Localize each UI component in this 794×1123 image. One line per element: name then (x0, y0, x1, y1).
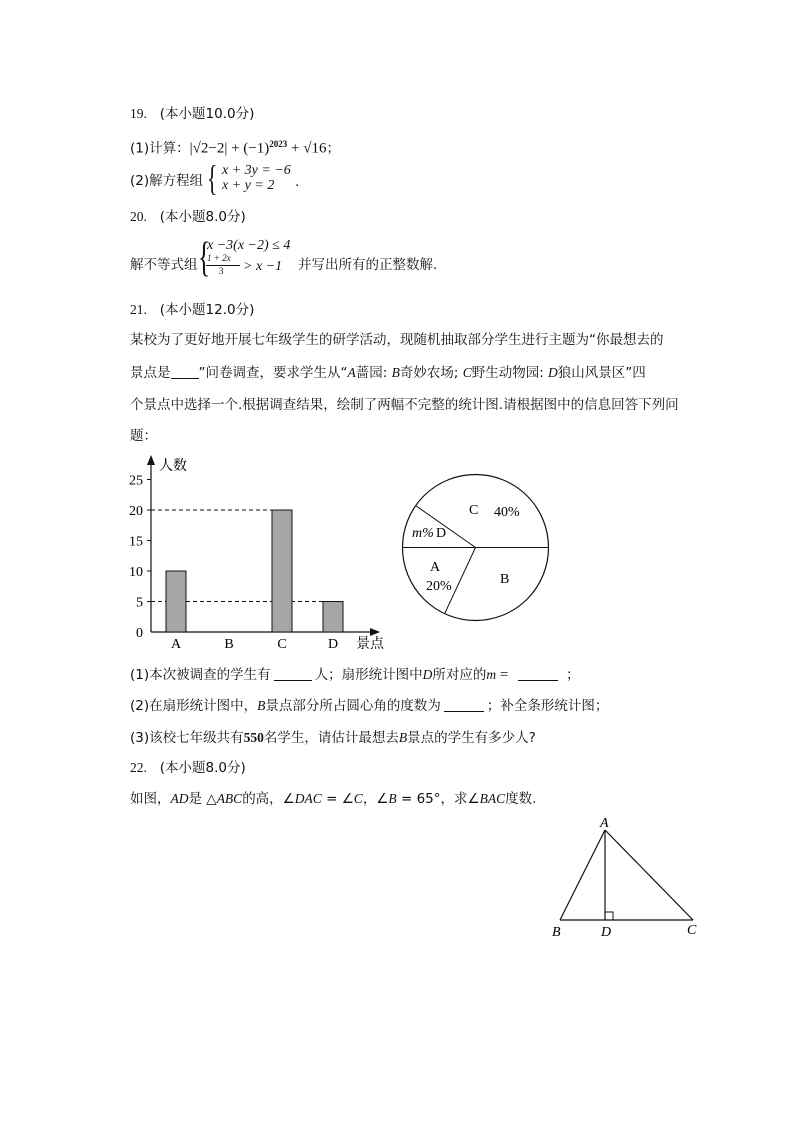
q19-part2-label: (2)解方程组 (130, 173, 204, 189)
answer-blank (518, 666, 558, 681)
q21-header (130, 300, 254, 320)
y-tick-label: 0 (136, 626, 143, 641)
q20-number: 20. (130, 209, 147, 224)
pie-chart (398, 470, 553, 625)
q21-sub1-b: 人；扇形统计图中 (314, 667, 423, 683)
bar-C (272, 510, 292, 632)
x-tick-label: C (277, 637, 287, 652)
label-D: D (601, 925, 612, 940)
x-tick-label: D (327, 637, 339, 652)
q21-stem-line-1: 某校为了更好地开展七年级学生的研学活动，现随机抽取部分学生进行主题为“你最想去的 (130, 332, 664, 348)
inequality-2-denominator: 3 (219, 266, 224, 276)
segment-AC (605, 830, 693, 920)
sqrt16: √16 (303, 140, 327, 157)
q22-number: 22. (130, 760, 147, 775)
q21-sub2-d: ；补全条形统计图； (486, 698, 609, 714)
slice-value-C: 40% (494, 505, 520, 520)
q22-stem (130, 789, 536, 809)
plus-sign: + (287, 140, 304, 157)
q21-sub2-c: 景点部分所占圆心角的度数为 (265, 698, 441, 714)
slice-label-D: D (436, 526, 447, 541)
bar-D (323, 602, 343, 633)
q22-stem-e: 的高，∠ (242, 791, 295, 807)
q22-stem-g: = ∠ (321, 791, 354, 807)
q20-header (130, 207, 246, 227)
q21-sub1-d: 所对应的 (432, 667, 487, 683)
q21-stem-2d: 蔷园: (355, 365, 392, 381)
q21-sub3 (130, 728, 536, 748)
inequality-1: x −3(x −2) ≤ 4 (207, 238, 291, 253)
q21-stem-2a: 景点是 (130, 365, 171, 381)
bar-A (166, 571, 186, 632)
exponent-2023: 2023 (269, 139, 288, 149)
q21-stem-2e: B (391, 365, 400, 380)
triangle-figure (545, 810, 705, 945)
y-tick-label: 10 (129, 565, 143, 580)
q19-part1-end: ； (326, 140, 340, 157)
slice-label-C: C (469, 503, 479, 518)
segment-AB (560, 830, 605, 920)
q21-sub1-e: m (486, 667, 497, 682)
q22-header (130, 758, 246, 778)
q21-sub1-c: D (422, 667, 433, 682)
right-angle-mark (605, 912, 613, 920)
equation-2: x + y = 2 (222, 178, 275, 193)
q22-stem-d: ABC (216, 791, 243, 806)
y-tick-label: 15 (129, 534, 143, 550)
bar-chart (118, 452, 398, 657)
q21-stem-2g: C (462, 365, 472, 380)
x-axis-label: 景点 (356, 637, 384, 652)
abs-bar: | (189, 140, 193, 157)
q21-sub3-d: B (398, 730, 408, 745)
q21-stem-2f: 奇妙农场; (399, 365, 463, 381)
answer-blank (274, 666, 312, 681)
slice-label-B: B (500, 572, 510, 587)
minus-two: −2| (208, 140, 228, 157)
q21-points: (本小题12.0分) (159, 302, 255, 318)
label-C: C (687, 923, 697, 938)
q21-stem-2c: A (347, 365, 356, 380)
q21-stem-2j: 狼山风景区”四 (557, 365, 646, 381)
label-A: A (600, 816, 609, 831)
y-axis-arrow (147, 455, 155, 465)
q21-stem-line-3: 个景点中选择一个.根据调查结果，绘制了两幅不完整的统计图.请根据图中的信息回答下列问 (130, 397, 679, 413)
q21-sub3-b: 550 (243, 730, 264, 745)
q19-part2-end: . (295, 174, 300, 190)
brace-icon: { (207, 158, 218, 198)
y-tick-label: 5 (136, 595, 143, 611)
slice-label-A: A (430, 560, 441, 575)
neg-one-power: + (−1) (227, 140, 270, 157)
slice-value-D: m% (412, 526, 434, 541)
q21-sub3-a: (3)该校七年级共有 (130, 730, 244, 746)
equation-1: x + 3y = −6 (222, 163, 291, 178)
q22-points: (本小题8.0分) (159, 760, 246, 776)
q21-sub3-c: 名学生，请估计最想去 (263, 730, 399, 746)
q21-stem-2h: 野生动物园: (471, 365, 549, 381)
x-tick-label: A (170, 637, 182, 652)
q21-sub1-g: ； (566, 667, 580, 683)
y-tick-label: 20 (129, 504, 143, 519)
y-tick-label: 25 (129, 473, 143, 489)
answer-blank (444, 697, 484, 712)
q21-stem-2i: D (548, 365, 558, 380)
q20-suffix: 并写出所有的正整数解. (298, 257, 438, 273)
q19-points: (本小题10.0分) (159, 106, 255, 122)
q21-number: 21. (130, 302, 147, 317)
brace-icon: { (198, 235, 211, 281)
q21-stem-line-4: 题： (130, 428, 157, 444)
q21-sub2-b: B (257, 698, 266, 713)
q22-stem-k: = 65°，求∠ (396, 791, 480, 807)
sqrt2: √2 (192, 140, 209, 157)
q22-stem-f: DAC (294, 791, 322, 806)
inequality-2-numerator: 1 + 2x (207, 253, 231, 263)
q19-number: 19. (130, 106, 147, 121)
q22-stem-c: 是 △ (188, 791, 217, 807)
q19-part1-label: (1)计算： (130, 140, 190, 157)
q22-stem-m: 度数. (505, 791, 537, 807)
q20-prefix: 解不等式组 (130, 257, 198, 273)
q22-stem-l: BAC (479, 791, 506, 806)
q22-stem-b: AD (170, 791, 189, 806)
q22-stem-h: C (353, 791, 363, 806)
q21-sub2 (130, 696, 608, 716)
q22-stem-i: ，∠ (362, 791, 389, 807)
q20-points: (本小题8.0分) (159, 209, 246, 225)
q22-stem-j: B (388, 791, 397, 806)
q21-sub1-f: = (496, 667, 513, 683)
x-tick-label: B (224, 637, 234, 652)
q21-stem-line-2 (130, 363, 646, 383)
q22-stem-a: 如图， (130, 791, 171, 807)
inequality-2-rest: > x −1 (243, 259, 283, 274)
slice-value-A: 20% (426, 579, 452, 594)
answer-blank (171, 364, 199, 379)
q21-sub3-e: 景点的学生有多少人? (407, 730, 536, 746)
q21-stem-2b: ”问卷调查，要求学生从“ (198, 365, 348, 381)
y-axis-label: 人数 (159, 459, 187, 474)
q19-header (130, 104, 254, 124)
label-B: B (552, 925, 561, 940)
q21-sub1-a: (1)本次被调查的学生有 (130, 667, 271, 683)
q21-sub2-a: (2)在扇形统计图中， (130, 698, 258, 714)
q19-part1 (130, 134, 340, 159)
x-axis-arrow (370, 628, 380, 636)
q21-sub1 (130, 665, 580, 685)
